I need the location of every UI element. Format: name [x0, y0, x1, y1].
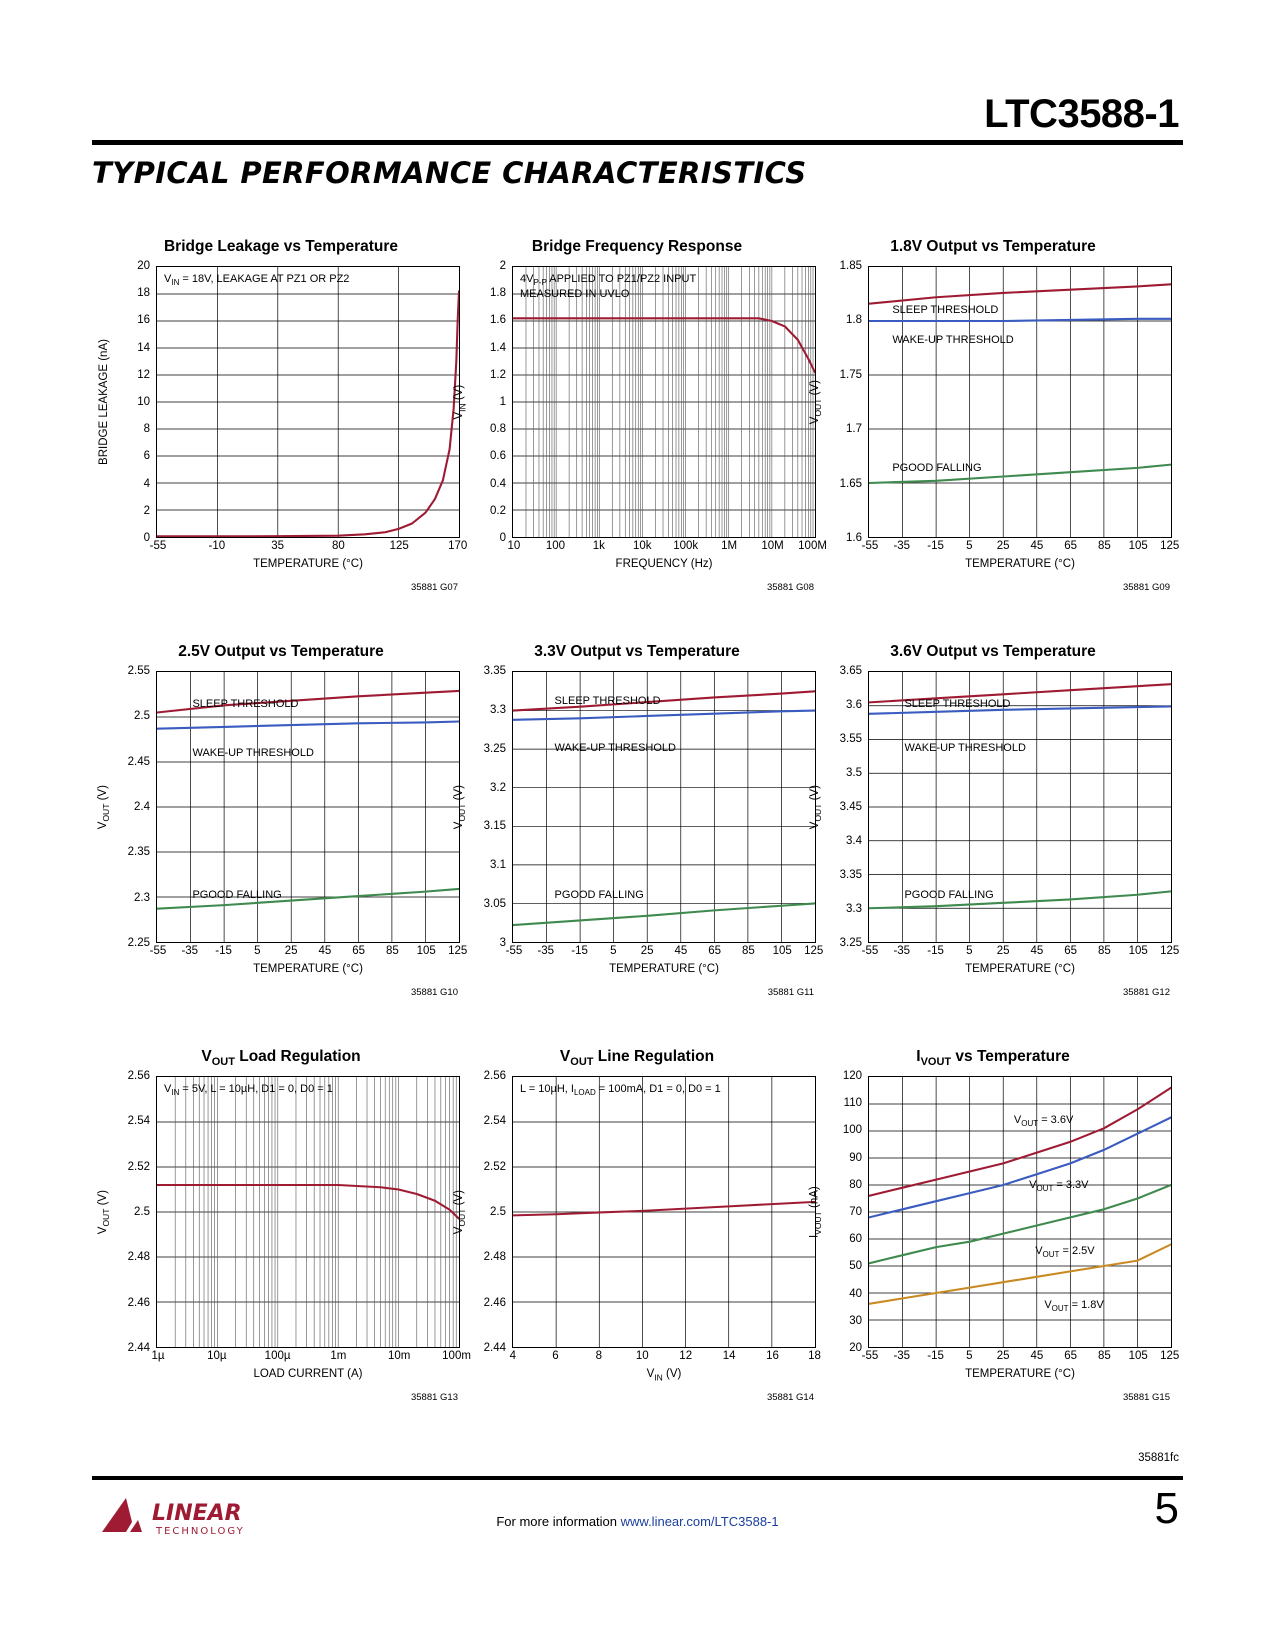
x-tick: 16 [766, 1350, 779, 1362]
svg-text:TECHNOLOGY: TECHNOLOGY [156, 1526, 245, 1537]
chart-g09 [808, 238, 1180, 593]
chart-code: 35881 G14 [766, 1392, 814, 1403]
y-tick: 2.25 [127, 937, 150, 949]
x-tick: 125 [1160, 540, 1180, 552]
y-axis-label: $V_{OUT}$ (V) [452, 784, 468, 830]
x-tick: -15 [927, 1350, 944, 1362]
page-number: 5 [1154, 1484, 1179, 1533]
x-tick: 10 [635, 1350, 649, 1362]
x-tick: 65 [1064, 945, 1078, 957]
x-tick: 5 [254, 945, 261, 957]
y-tick: 3.2 [490, 781, 506, 794]
y-tick: 1.2 [490, 368, 506, 381]
x-tick: -15 [927, 945, 944, 957]
y-tick: 2.45 [127, 755, 150, 768]
x-tick: -55 [149, 540, 167, 552]
chart-annotation: WAKE-UP THRESHOLD [554, 741, 676, 754]
y-tick: 2.48 [127, 1251, 150, 1264]
y-tick: 80 [849, 1178, 862, 1191]
chart-annotation: WAKE-UP THRESHOLD [904, 741, 1026, 754]
x-axis-ticks [509, 1350, 821, 1366]
x-tick: -15 [571, 945, 588, 957]
y-axis-ticks [822, 665, 866, 949]
y-axis-ticks [466, 260, 510, 544]
y-tick: 2 [499, 260, 506, 272]
x-tick: 6 [552, 1350, 559, 1362]
chart-g11 [452, 643, 824, 998]
chart-code: 35881 G11 [767, 987, 814, 998]
y-tick: 12 [137, 368, 150, 381]
y-tick: 20 [849, 1342, 862, 1354]
chart-code: 35881 G07 [410, 582, 458, 593]
y-axis-ticks [110, 665, 154, 949]
y-tick: 3.35 [839, 869, 862, 881]
y-axis-ticks [110, 1070, 154, 1354]
plot-area [808, 665, 1180, 998]
x-tick: -55 [861, 1350, 879, 1362]
plot-canvas [156, 671, 460, 943]
y-axis-ticks [822, 260, 866, 544]
chart-note: L = 10µH, $I_{LOAD} = 100mA$, D1 = 0, D0 = 1 [520, 1083, 721, 1098]
chart-g14 [452, 1048, 822, 1403]
y-tick: 1.4 [490, 341, 506, 354]
y-tick: 2.46 [127, 1296, 150, 1309]
x-tick: 25 [284, 945, 298, 957]
x-tick: 1m [330, 1350, 347, 1362]
footer-link[interactable]: www.linear.com/LTC3588-1 [620, 1514, 779, 1529]
chart-annotation: $V_{OUT} = 3.6V$ [1013, 1114, 1074, 1129]
y-tick: 120 [842, 1070, 862, 1082]
y-tick: 3.55 [839, 733, 862, 745]
x-axis-ticks [149, 945, 468, 961]
y-tick: 2.46 [483, 1296, 506, 1309]
chart-row [0, 1048, 1275, 1453]
chart-annotation: $V_{OUT} = 3.3V$ [1029, 1179, 1089, 1194]
y-tick: 2.56 [483, 1070, 506, 1082]
chart-annotation: SLEEP THRESHOLD [904, 698, 1011, 711]
y-tick: 3 [499, 937, 506, 949]
y-axis-label: $V_{OUT}$ (V) [808, 784, 824, 830]
y-tick: 1.6 [490, 314, 506, 327]
y-tick: 2 [143, 504, 150, 517]
y-tick: 0.6 [490, 450, 506, 463]
chart-title: 1.8V Output vs Temperature [890, 238, 1096, 255]
y-tick: 6 [143, 450, 150, 463]
x-tick: 105 [772, 945, 792, 957]
x-tick: -55 [861, 540, 879, 552]
x-tick: 10m [388, 1350, 411, 1362]
chart-title: Bridge Leakage vs Temperature [163, 238, 399, 255]
plot-canvas [868, 671, 1172, 943]
y-axis-label: $V_{OUT}$ (V) [96, 1189, 112, 1235]
footer-info [0, 1514, 1275, 1529]
chart-code: 35881 G12 [1122, 987, 1170, 998]
chart-title: Bridge Frequency Response [531, 238, 743, 255]
y-tick: 3.45 [839, 801, 862, 813]
x-axis-label: TEMPERATURE (°C) [253, 963, 363, 975]
x-axis-label: LOAD CURRENT (A) [253, 1368, 363, 1380]
y-tick: 0.8 [490, 423, 506, 436]
x-tick: 105 [416, 945, 436, 957]
chart-annotation: WAKE-UP THRESHOLD [192, 747, 314, 760]
y-tick: 2.55 [127, 665, 150, 677]
chart-annotation: WAKE-UP THRESHOLD [892, 334, 1014, 346]
x-axis-label: TEMPERATURE (°C) [965, 558, 1075, 570]
y-axis-ticks [466, 665, 510, 949]
y-tick: 3.35 [483, 665, 506, 677]
x-tick: 10 [507, 540, 521, 552]
x-axis-label: TEMPERATURE (°C) [965, 963, 1075, 975]
x-tick: 25 [996, 1350, 1010, 1362]
y-axis-ticks [466, 1070, 510, 1354]
x-tick: 100m [442, 1350, 471, 1362]
chart-g13 [96, 1048, 471, 1403]
x-tick: 65 [352, 945, 366, 957]
chart-annotation: PGOOD FALLING [554, 888, 644, 901]
y-tick: 14 [137, 341, 150, 354]
x-tick: -55 [149, 945, 167, 957]
plot-canvas [512, 266, 816, 538]
y-tick: 1.85 [839, 260, 862, 272]
x-tick: 12 [679, 1350, 693, 1362]
x-tick: 5 [966, 945, 973, 957]
plot-canvas [512, 1076, 816, 1348]
chart-note: $V_{IN} = 5V$, L = 10µH, D1 = 0, D0 = 1 [164, 1083, 333, 1098]
y-tick: 0 [499, 532, 506, 544]
document-code: 35881fc [1138, 1452, 1179, 1464]
y-tick: 0.2 [490, 504, 506, 517]
x-tick: 10µ [207, 1350, 227, 1362]
x-axis-label: TEMPERATURE (°C) [609, 963, 719, 975]
x-tick: 10k [633, 540, 652, 552]
x-tick: 85 [1098, 1350, 1111, 1362]
plot-area [808, 1070, 1180, 1403]
y-axis-label: BRIDGE LEAKAGE (nA) [98, 339, 110, 465]
header-rule [92, 140, 1183, 145]
y-tick: 100 [842, 1124, 862, 1137]
plot-canvas [156, 266, 460, 538]
chart-title: 3.6V Output vs Temperature [890, 643, 1096, 660]
chart-title: $V_{OUT}$ Line Regulation [559, 1048, 715, 1069]
y-axis-label: $V_{OUT}$ (V) [808, 379, 824, 425]
x-tick: 85 [1098, 945, 1111, 957]
plot-area [96, 665, 468, 998]
footer-info-text: For more information [496, 1514, 621, 1529]
y-tick: 2.4 [134, 801, 150, 813]
x-tick: 18 [808, 1350, 821, 1362]
plot-canvas [512, 671, 816, 943]
x-tick: 45 [318, 945, 332, 957]
x-tick: 8 [595, 1350, 603, 1362]
y-tick: 1.6 [846, 532, 862, 544]
x-tick: -35 [893, 540, 911, 552]
y-axis-label: $V_{IN}$ (V) [452, 384, 468, 420]
chart-title: 3.3V Output vs Temperature [534, 643, 740, 660]
plot-area [452, 665, 824, 998]
y-tick: 1.8 [846, 314, 862, 327]
section-title: TYPICAL PERFORMANCE CHARACTERISTICS [92, 156, 807, 190]
chart-annotation: PGOOD FALLING [192, 888, 282, 901]
chart-row [0, 238, 1275, 643]
x-tick: 5 [966, 540, 973, 552]
chart-annotation: $V_{OUT} = 2.5V$ [1035, 1244, 1095, 1259]
plot-area [96, 1070, 471, 1403]
y-tick: 1 [499, 396, 506, 408]
x-axis-ticks [151, 1350, 471, 1366]
chart-annotation: SLEEP THRESHOLD [554, 695, 661, 708]
plot-area [452, 260, 827, 593]
x-axis-ticks [505, 945, 824, 961]
x-tick: 25 [996, 540, 1010, 552]
y-tick: 3.1 [490, 859, 506, 872]
x-axis-label: TEMPERATURE (°C) [253, 558, 363, 570]
x-tick: 85 [1098, 540, 1111, 552]
x-tick: 125 [1160, 945, 1180, 957]
x-tick: -15 [927, 540, 944, 552]
plot-area [808, 260, 1180, 593]
x-tick: 35 [271, 540, 284, 552]
y-tick: 2.52 [483, 1160, 506, 1173]
y-tick: 2.5 [490, 1206, 506, 1218]
y-axis-label: $I_{VOUT}$ (nA) [808, 1186, 824, 1238]
x-tick: 80 [331, 540, 345, 552]
y-tick: 8 [143, 423, 150, 436]
y-tick: 30 [849, 1314, 862, 1327]
x-axis-ticks [861, 540, 1180, 556]
x-tick: 105 [1128, 945, 1148, 957]
y-tick: 110 [843, 1097, 862, 1110]
chart-g12 [808, 643, 1180, 998]
chart-annotation: SLEEP THRESHOLD [192, 698, 299, 711]
y-tick: 3.25 [839, 937, 862, 949]
y-tick: 3.3 [490, 703, 506, 716]
y-tick: 1.8 [490, 287, 506, 300]
x-tick: 25 [996, 945, 1010, 957]
x-tick: 45 [1030, 1350, 1044, 1362]
x-axis-ticks [861, 945, 1180, 961]
x-tick: 25 [640, 945, 654, 957]
y-tick: 2.5 [134, 710, 150, 723]
part-number: LTC3588-1 [984, 92, 1179, 136]
y-tick: 70 [849, 1206, 862, 1218]
y-tick: 0.4 [490, 477, 506, 490]
x-tick: 100k [673, 540, 699, 552]
y-tick: 3.3 [846, 903, 862, 915]
y-axis-label: $V_{OUT}$ (V) [96, 784, 112, 830]
y-tick: 20 [137, 260, 150, 272]
y-tick: 0 [143, 532, 150, 544]
x-tick: 100M [798, 540, 827, 552]
y-tick: 2.3 [134, 891, 150, 904]
x-tick: 100µ [264, 1350, 291, 1362]
y-tick: 2.44 [127, 1342, 150, 1354]
chart-title: $V_{OUT}$ Load Regulation [201, 1048, 361, 1069]
svg-text:LINEAR: LINEAR [152, 1501, 242, 1526]
y-tick: 2.56 [127, 1070, 150, 1082]
y-tick: 2.54 [127, 1115, 150, 1128]
x-tick: 14 [722, 1350, 736, 1362]
x-tick: 105 [1128, 1350, 1148, 1362]
chart-note: $4V_{P-P}$ APPLIED TO PZ1/PZ2 INPUT MEASURED IN UVLO [520, 273, 697, 301]
x-tick: 1M [721, 540, 738, 552]
x-tick: 1k [592, 540, 605, 552]
x-tick: -35 [893, 945, 911, 957]
charts-grid [0, 238, 1275, 1453]
y-tick: 2.5 [134, 1206, 150, 1218]
x-tick: 65 [1064, 540, 1078, 552]
y-tick: 3.6 [846, 699, 862, 711]
chart-code: 35881 G09 [1122, 582, 1170, 593]
chart-note: $V_{IN} = 18V$, LEAKAGE AT PZ1 OR PZ2 [164, 273, 350, 288]
x-axis-label: FREQUENCY (Hz) [615, 558, 713, 570]
y-axis-label: $V_{OUT}$ (V) [452, 1189, 468, 1235]
y-tick: 3.4 [846, 835, 862, 847]
y-tick: 16 [137, 314, 150, 327]
x-axis-label: $V_{IN}$ (V) [646, 1368, 682, 1383]
x-tick: 125 [1160, 1350, 1180, 1362]
plot-canvas [156, 1076, 460, 1348]
x-tick: 1µ [151, 1350, 165, 1362]
y-tick: 90 [849, 1151, 862, 1164]
chart-code: 35881 G15 [1122, 1392, 1170, 1403]
y-tick: 1.65 [839, 477, 862, 490]
x-tick: 45 [1030, 945, 1044, 957]
chart-annotation: PGOOD FALLING [892, 461, 982, 474]
y-tick: 3.25 [483, 742, 506, 755]
x-tick: 100 [545, 540, 566, 552]
x-tick: -10 [208, 540, 226, 552]
x-tick: 65 [708, 945, 722, 957]
x-axis-ticks [149, 540, 468, 556]
x-tick: -35 [893, 1350, 911, 1362]
y-tick: 1.7 [846, 423, 862, 436]
y-tick: 60 [849, 1233, 862, 1246]
y-axis-ticks [822, 1070, 866, 1354]
x-tick: 10M [761, 540, 784, 552]
x-tick: -35 [181, 945, 199, 957]
x-tick: 125 [804, 945, 824, 957]
x-tick: 170 [448, 540, 468, 552]
plot-area [96, 260, 468, 593]
chart-code: 35881 G10 [410, 987, 458, 998]
chart-title: 2.5V Output vs Temperature [178, 643, 384, 660]
x-tick: 5 [610, 945, 617, 957]
y-tick: 3.65 [839, 665, 862, 677]
x-tick: -55 [861, 945, 879, 957]
y-tick: 1.75 [839, 368, 862, 381]
x-tick: 4 [509, 1350, 516, 1362]
x-axis-ticks [507, 540, 827, 556]
x-tick: 45 [674, 945, 688, 957]
x-tick: -15 [215, 945, 232, 957]
chart-g15 [808, 1048, 1180, 1403]
x-axis-ticks [861, 1350, 1180, 1366]
y-axis-ticks [110, 260, 154, 544]
x-tick: -35 [537, 945, 555, 957]
plot-area [452, 1070, 822, 1403]
x-tick: 125 [389, 540, 409, 552]
chart-annotation: PGOOD FALLING [904, 888, 994, 901]
x-tick: 105 [1128, 540, 1148, 552]
x-tick: 85 [386, 945, 399, 957]
y-tick: 3.15 [483, 820, 506, 833]
x-axis-label: TEMPERATURE (°C) [965, 1368, 1075, 1380]
chart-title: $I_{VOUT}$ vs Temperature [916, 1048, 1070, 1069]
x-tick: 85 [742, 945, 755, 957]
y-tick: 40 [849, 1287, 862, 1300]
chart-annotation: $V_{OUT} = 1.8V$ [1044, 1299, 1104, 1314]
y-tick: 50 [849, 1260, 862, 1273]
x-tick: 45 [1030, 540, 1044, 552]
chart-row [0, 643, 1275, 1048]
chart-code: 35881 G08 [766, 582, 814, 593]
y-tick: 2.54 [483, 1115, 506, 1128]
y-tick: 18 [137, 287, 150, 300]
y-tick: 2.44 [483, 1342, 506, 1354]
footer-rule [92, 1476, 1183, 1480]
chart-g08 [452, 238, 827, 593]
y-tick: 2.48 [483, 1251, 506, 1264]
x-tick: 125 [448, 945, 468, 957]
chart-g07 [96, 238, 468, 593]
chart-annotation: SLEEP THRESHOLD [892, 304, 999, 317]
y-tick: 10 [137, 396, 150, 408]
x-tick: 65 [1064, 1350, 1078, 1362]
x-tick: 5 [966, 1350, 973, 1362]
y-tick: 3.05 [483, 898, 506, 911]
y-tick: 2.52 [127, 1160, 150, 1173]
y-tick: 3.5 [846, 767, 862, 779]
chart-code: 35881 G13 [410, 1392, 458, 1403]
y-tick: 2.35 [127, 846, 150, 859]
x-tick: -55 [505, 945, 523, 957]
chart-g10 [96, 643, 468, 998]
y-tick: 4 [143, 477, 150, 490]
